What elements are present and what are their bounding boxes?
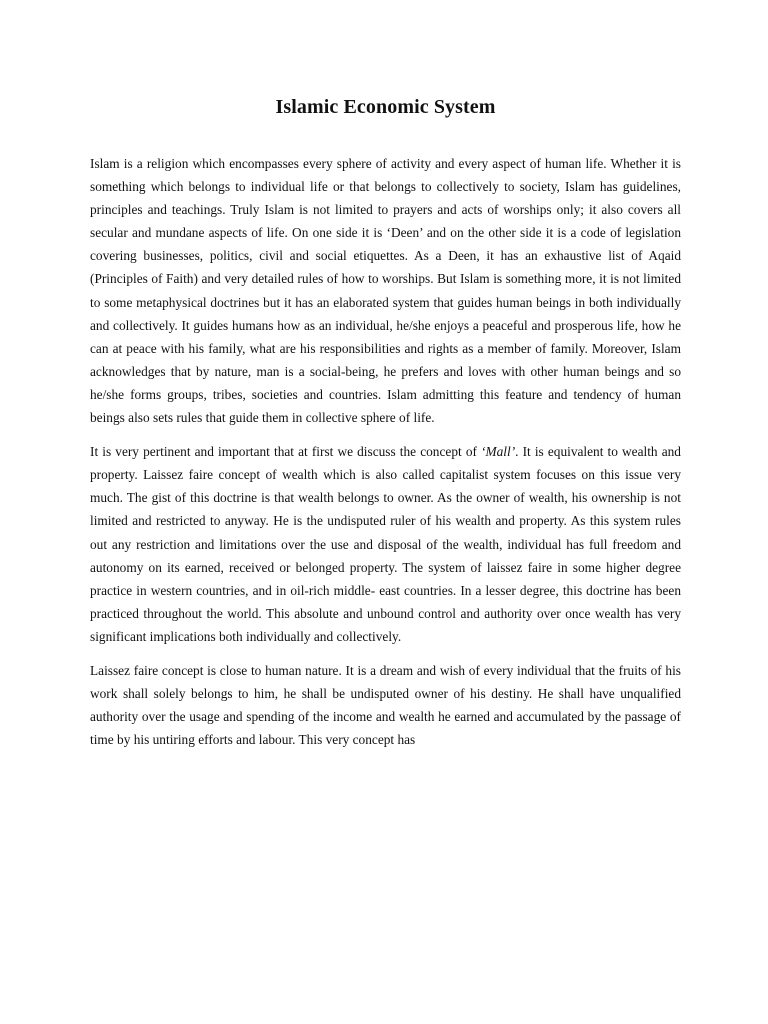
document-title: Islamic Economic System — [275, 96, 496, 118]
paragraph-2-text-after: . It is equivalent to wealth and property. Laissez faire concept of wealth which is also called capitalist system focuses on this issue very much. The gist of this doctrine is that wealth belongs to owner. As the owner of wealth, his ownership is not limited and restricted to anyway. He is the undisputed ruler of his wealth and property. As this system rules out any restriction and limitations over the use and disposal of the wealth, individual has full freedom and autonomy on its earned, received or belonged property. The system of laissez faire in some higher degree practice in western countries, and in oil-rich middle- east countries. In a lesser degree, this doctrine has been practiced throughout the world. This absolute and unbound control and authority over once wealth has very significant implications both individually and collectively. — [90, 444, 681, 644]
paragraph-2 — [90, 440, 681, 648]
paragraph-1: Islam is a religion which encompasses every sphere of activity and every aspect of human life. Whether it is something which belongs to individual life or that belongs to collectively to society, Islam has guidelines, principles and teachings. Truly Islam is not limited to prayers and acts of worships only; it also covers all secular and mundane aspects of life. On one side it is ‘Deen’ and on the other side it is a code of legislation covering businesses, politics, civil and social etiquettes. As a Deen, it has an exhaustive list of Aqaid (Principles of Faith) and very detailed rules of how to worships. But Islam is something more, it is not limited to some metaphysical doctrines but it has an elaborated system that guides human beings in both individually and collectively. It guides humans how as an individual, he/she enjoys a peaceful and prosperous life, how he can at peace with his family, what are his responsibilities and rights as a member of family. Moreover, Islam acknowledges that by nature, man is a social-being, he prefers and loves with other human beings and so he/she forms groups, tribes, societies and countries. Islam admitting this feature and tendency of human beings also sets rules that guide them in collective sphere of life. — [90, 156, 681, 426]
paragraph-2-emphasis: ‘Mall’ — [481, 444, 516, 460]
paragraph-3: Laissez faire concept is close to human nature. It is a dream and wish of every individual that the fruits of his work shall solely belongs to him, he shall be undisputed owner of his destiny. He shall have unqualified authority over the usage and spending of the income and wealth he earned and accumulated by the passage of time by his untiring efforts and labour. This very concept has — [90, 662, 681, 748]
paragraph-2-text-before: It is very pertinent and important that at first we discuss the concept of — [90, 444, 482, 460]
